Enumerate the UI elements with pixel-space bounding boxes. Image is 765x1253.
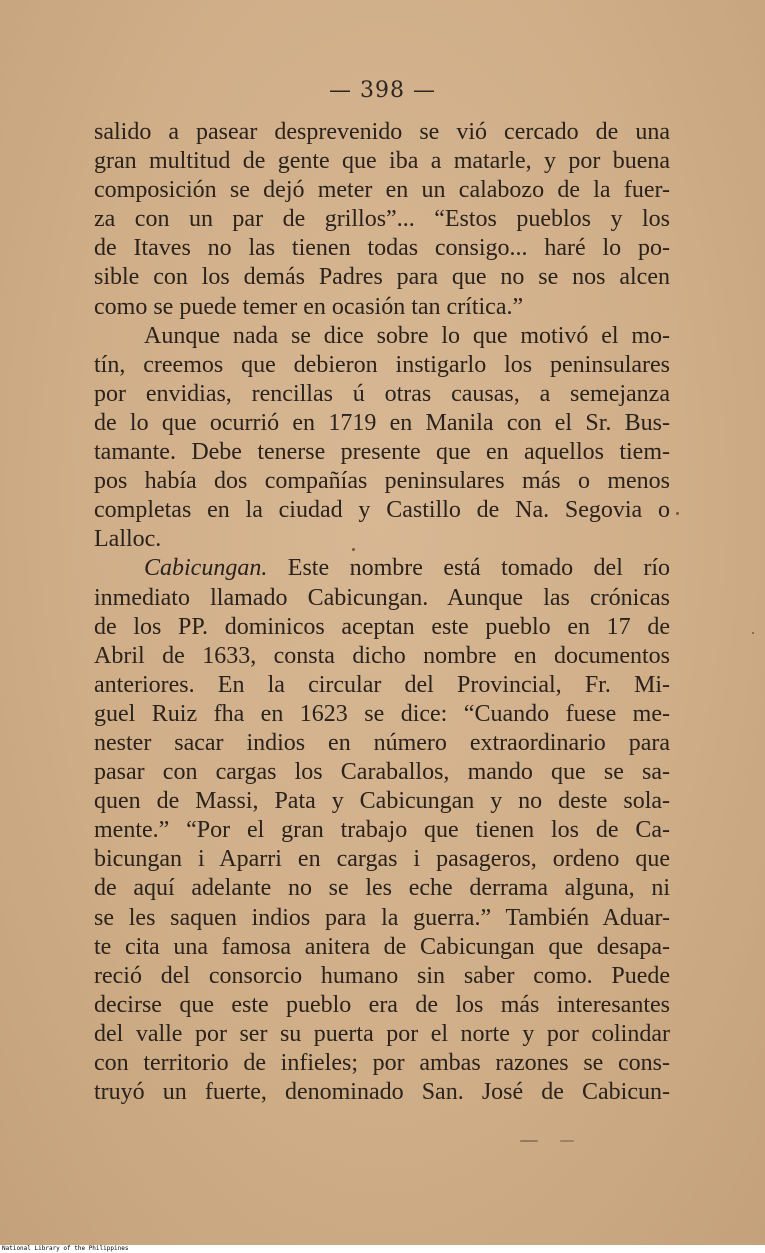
text-line: de aquí adelante no se les eche derrama alguna, ni	[94, 875, 670, 902]
paper-speck	[352, 548, 355, 551]
text-line: se les saquen indios para la guerra.” También Aduar-	[94, 904, 670, 931]
text-line: sible con los demás Padres para que no se nos alcen	[94, 264, 670, 291]
paragraph-start-line: Aunque nada se dice sobre lo que motivó el mo-	[144, 322, 670, 349]
source-credit: National Library of the Philippines	[2, 1245, 129, 1252]
text-line: te cita una famosa anitera de Cabicungan que desapa-	[94, 933, 670, 960]
text-line: de los PP. dominicos aceptan este pueblo en 17 de	[94, 613, 670, 640]
paragraph-start-line	[94, 554, 670, 583]
text-line: Lalloc.	[94, 526, 162, 553]
text-line: guel Ruiz fha en 1623 se dice: “Cuando fuese me-	[94, 700, 670, 727]
body-text	[94, 118, 670, 1107]
text-line: mente.” “Por el gran trabajo que tienen los de Ca-	[94, 817, 670, 844]
section-heading-continuation: Este nombre está tomado del río	[267, 555, 670, 582]
text-line: de Itaves no las tienen todas consigo... haré lo po-	[94, 235, 670, 262]
text-line: por envidias, rencillas ú otras causas, a semejanza	[94, 380, 670, 407]
text-line: pasar con cargas los Caraballos, mando que se sa-	[94, 759, 670, 786]
page-number: — 398 —	[329, 78, 436, 103]
text-line: con territorio de infieles; por ambas razones se cons-	[94, 1050, 670, 1076]
text-line: completas en la ciudad y Castillo de Na. Segovia o	[94, 497, 670, 524]
section-heading-cabicungan: Cabicungan.	[144, 555, 268, 582]
paper-speck	[520, 1140, 538, 1142]
paper-speck	[676, 512, 679, 515]
text-line: de lo que ocurrió en 1719 en Manila con el Sr. Bus-	[94, 409, 670, 436]
text-line: reció del consorcio humano sin saber como. Puede	[94, 962, 670, 989]
text-line: za con un par de grillos”... “Estos pueblos y los	[94, 206, 670, 233]
text-line: gran multitud de gente que iba a matarle, y por buena	[94, 148, 670, 175]
text-line: composición se dejó meter en un calabozo de la fuer-	[94, 177, 670, 204]
text-line: salido a pasear desprevenido se vió cercado de una	[94, 119, 670, 145]
text-line: nester sacar indios en número extraordinario para	[94, 729, 670, 756]
paper-speck	[560, 1140, 574, 1142]
text-line: como se puede temer en ocasión tan crítica.”	[94, 293, 524, 320]
text-line: anteriores. En la circular del Provincial, Fr. Mi-	[94, 671, 670, 698]
text-line: pos había dos compañías peninsulares más o menos	[94, 468, 670, 495]
text-line: bicungan i Aparri en cargas i pasageros, ordeno que	[94, 846, 670, 873]
text-line: tín, creemos que debieron instigarlo los peninsulares	[94, 351, 670, 378]
text-line: quen de Massi, Pata y Cabicungan y no deste sola-	[94, 788, 670, 815]
paper-speck	[752, 632, 754, 634]
text-line: inmediato llamado Cabicungan. Aunque las crónicas	[94, 584, 670, 611]
text-line: del valle por ser su puerta por el norte y por colindar	[94, 1020, 670, 1047]
text-line: Abril de 1633, consta dicho nombre en documentos	[94, 642, 670, 669]
text-line: truyó un fuerte, denominado San. José de Cabicun-	[94, 1079, 670, 1106]
text-line: decirse que este pueblo era de los más interesantes	[94, 991, 670, 1018]
text-line: tamante. Debe tenerse presente que en aquellos tiem-	[94, 439, 670, 466]
